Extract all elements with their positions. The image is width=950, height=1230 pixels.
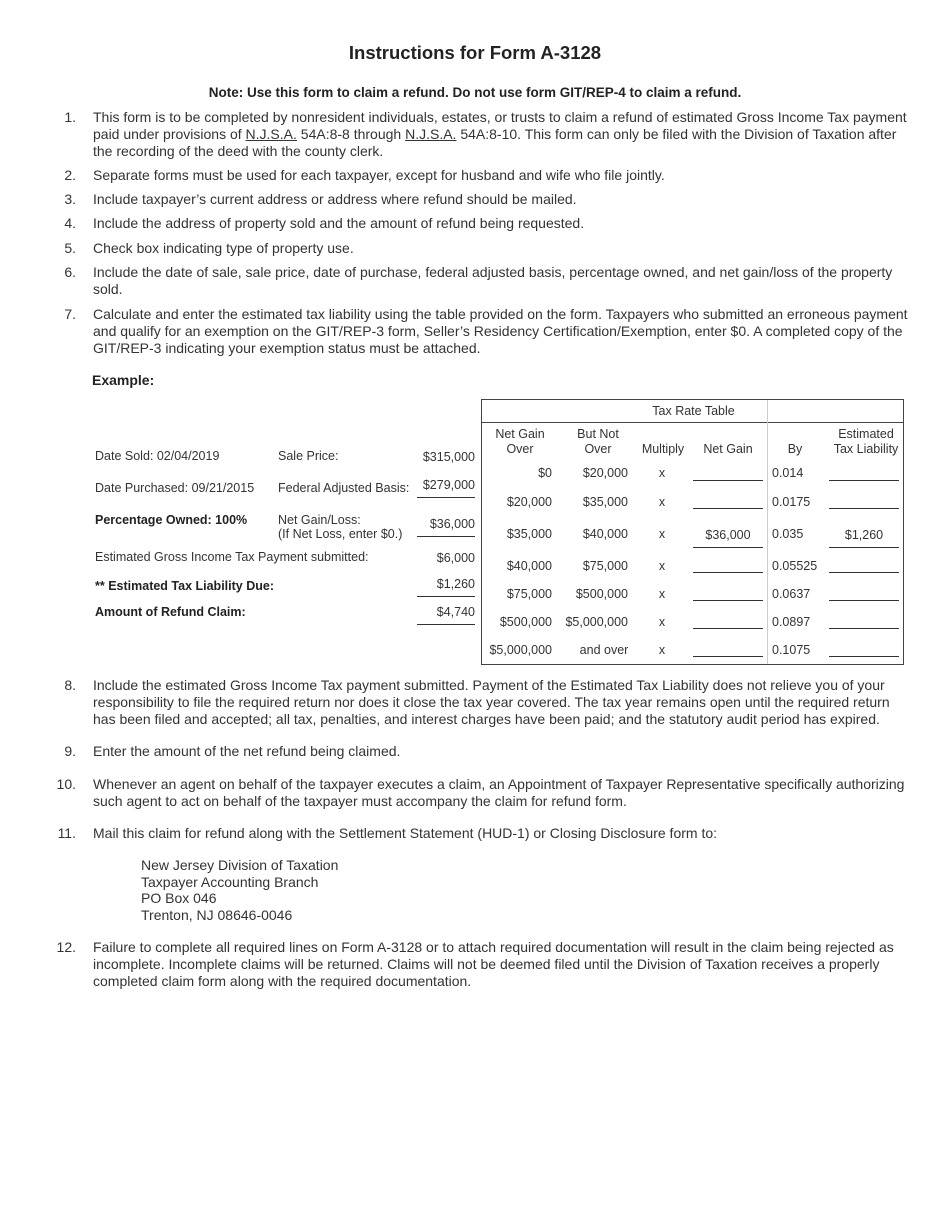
liability-value: $1,260 xyxy=(829,527,899,548)
row-not-over: $20,000 xyxy=(582,466,628,480)
net-gain-blank xyxy=(693,628,763,629)
row-rate: 0.0637 xyxy=(772,587,811,601)
tax-rate-table xyxy=(481,399,904,665)
row-rate: 0.014 xyxy=(772,466,804,480)
address-line: Trenton, NJ 08646-0046 xyxy=(141,907,293,923)
table-title: Tax Rate Table xyxy=(652,404,735,418)
item-number: 12. xyxy=(56,939,76,955)
item-number: 8. xyxy=(64,677,76,693)
header-net-gain-over: Net Gain Over xyxy=(495,427,545,456)
header-by: By xyxy=(787,442,803,456)
liability-blank xyxy=(829,600,899,601)
item-text: Whenever an agent on behalf of the taxpayer executes a claim, an Appointment of Taxpayer Representative specifically authorizing such agent to act on behalf of the taxpayer must accompany the claim for refund form. xyxy=(93,776,905,809)
liability-blank xyxy=(829,508,899,509)
item-text: Include the date of sale, sale price, date of purchase, federal adjusted basis, percentage owned, and net gain/loss of the property sold. xyxy=(93,264,893,297)
row-over: $0 xyxy=(538,466,552,480)
liability-blank xyxy=(829,628,899,629)
header-estimated-tax-liability: Estimated Tax Liability xyxy=(833,427,899,456)
row-not-over: $500,000 xyxy=(575,587,628,601)
row-multiply: x xyxy=(658,466,666,480)
item-number: 6. xyxy=(64,264,76,280)
address-line: PO Box 046 xyxy=(141,890,217,906)
row-over: $40,000 xyxy=(506,559,552,573)
net-gain-label: Net Gain/Loss: xyxy=(278,513,361,527)
row-multiply: x xyxy=(658,495,666,509)
item-number: 3. xyxy=(64,191,76,207)
liability-label: ** Estimated Tax Liability Due: xyxy=(95,579,274,593)
address-line: New Jersey Division of Taxation xyxy=(141,857,339,873)
item-text: This form is to be completed by nonresident individuals, estates, or trusts to claim a refund of estimated Gross Income Tax payment paid under provisions of N.J.S.A. 54A:8-8 through N.J.S.A. 54A:8-10. This form can only be filed with the Division of Taxation after the recording of the deed with the county clerk. xyxy=(93,109,907,159)
payment-value: $6,000 xyxy=(436,551,475,565)
row-over: $500,000 xyxy=(499,615,552,629)
item-text: Enter the amount of the net refund being claimed. xyxy=(93,743,401,759)
row-not-over: and over xyxy=(579,643,629,657)
net-gain-blank xyxy=(693,480,763,481)
liability-blank xyxy=(829,656,899,657)
row-over: $75,000 xyxy=(506,587,552,601)
row-rate: 0.0175 xyxy=(772,495,811,509)
item-number: 10. xyxy=(56,776,76,792)
net-gain-value: $36,000 xyxy=(693,527,763,548)
basis-label: Federal Adjusted Basis: xyxy=(278,481,410,495)
item-number: 1. xyxy=(64,109,76,125)
row-over: $20,000 xyxy=(506,495,552,509)
row-multiply: x xyxy=(658,643,666,657)
item-text: Include the address of property sold and the amount of refund being requested. xyxy=(93,215,585,231)
sale-price-label: Sale Price: xyxy=(278,449,339,463)
address-line: Taxpayer Accounting Branch xyxy=(141,874,319,890)
table-vertical-divider xyxy=(767,400,768,664)
row-multiply: x xyxy=(658,527,666,541)
basis-value: $279,000 xyxy=(417,477,475,498)
net-gain-value: $36,000 xyxy=(417,516,475,537)
row-not-over: $40,000 xyxy=(582,527,628,541)
net-gain-blank xyxy=(693,572,763,573)
refund-value: $4,740 xyxy=(417,604,475,625)
statute-reference: N.J.S.A. xyxy=(245,126,297,142)
date-purchased: Date Purchased: 09/21/2015 xyxy=(95,481,255,495)
item-text: Include the estimated Gross Income Tax payment submitted. Payment of the Estimated Tax Liability does not relieve you of your responsibility to file the required return nor does it close the tax year covered. The tax year remains open until the required return has been filed and accepted; all tax, penalties, and interest charges have been paid; and the statutory audit period has expired. xyxy=(93,677,890,727)
row-not-over: $5,000,000 xyxy=(565,615,628,629)
item-number: 2. xyxy=(64,167,76,183)
item-text: Calculate and enter the estimated tax liability using the table provided on the form. Taxpayers who submitted an erroneous payment and qualify for an exemption on the GIT/REP-3 form, Seller’s Residency Certification/Exemption, enter $0. A completed copy of the GIT/REP-3 indicating your exemption status must be attached. xyxy=(93,306,908,356)
row-multiply: x xyxy=(658,559,666,573)
row-rate: 0.05525 xyxy=(772,559,818,573)
payment-label: Estimated Gross Income Tax Payment submitted: xyxy=(95,550,369,564)
item-text: Check box indicating type of property use. xyxy=(93,240,354,256)
row-over: $35,000 xyxy=(506,527,552,541)
sale-price-value: $315,000 xyxy=(422,450,475,464)
item-text: Failure to complete all required lines on Form A-3128 or to attach required documentation will result in the claim being rejected as incomplete. Incomplete claims will be returned. Claims will not be deemed filed until the Division of Taxation receives a properly completed claim form along with the required documentation. xyxy=(93,939,894,989)
liability-value: $1,260 xyxy=(417,576,475,597)
refund-note: Note: Use this form to claim a refund. Do not use form GIT/REP-4 to claim a refund. xyxy=(208,85,742,100)
net-gain-blank xyxy=(693,656,763,657)
statute-reference: N.J.S.A. xyxy=(405,126,457,142)
item-text: Separate forms must be used for each taxpayer, except for husband and wife who file jointly. xyxy=(93,167,665,183)
item-text: Mail this claim for refund along with the Settlement Statement (HUD-1) or Closing Disclosure form to: xyxy=(93,825,718,841)
item-number: 4. xyxy=(64,215,76,231)
net-gain-blank xyxy=(693,600,763,601)
row-not-over: $35,000 xyxy=(582,495,628,509)
row-multiply: x xyxy=(658,587,666,601)
header-but-not-over: But Not Over xyxy=(577,427,619,456)
item-number: 9. xyxy=(64,743,76,759)
row-rate: 0.035 xyxy=(772,527,804,541)
header-multiply: Multiply xyxy=(641,442,685,456)
header-net-gain: Net Gain xyxy=(703,442,753,456)
table-header-divider xyxy=(482,422,903,423)
refund-label: Amount of Refund Claim: xyxy=(95,605,246,619)
item-number: 5. xyxy=(64,240,76,256)
row-rate: 0.0897 xyxy=(772,615,811,629)
item-number: 7. xyxy=(64,306,76,322)
row-over: $5,000,000 xyxy=(489,643,552,657)
liability-blank xyxy=(829,480,899,481)
item-number: 11. xyxy=(57,825,76,841)
date-sold: Date Sold: 02/04/2019 xyxy=(95,449,220,463)
row-multiply: x xyxy=(658,615,666,629)
page-title: Instructions for Form A-3128 xyxy=(348,42,602,63)
item-text: Include taxpayer’s current address or address where refund should be mailed. xyxy=(93,191,577,207)
net-gain-sublabel: (If Net Loss, enter $0.) xyxy=(278,527,403,541)
row-not-over: $75,000 xyxy=(582,559,628,573)
percentage-owned: Percentage Owned: 100% xyxy=(95,513,248,527)
net-gain-blank xyxy=(693,508,763,509)
liability-blank xyxy=(829,572,899,573)
example-label: Example: xyxy=(92,372,155,388)
row-rate: 0.1075 xyxy=(772,643,811,657)
